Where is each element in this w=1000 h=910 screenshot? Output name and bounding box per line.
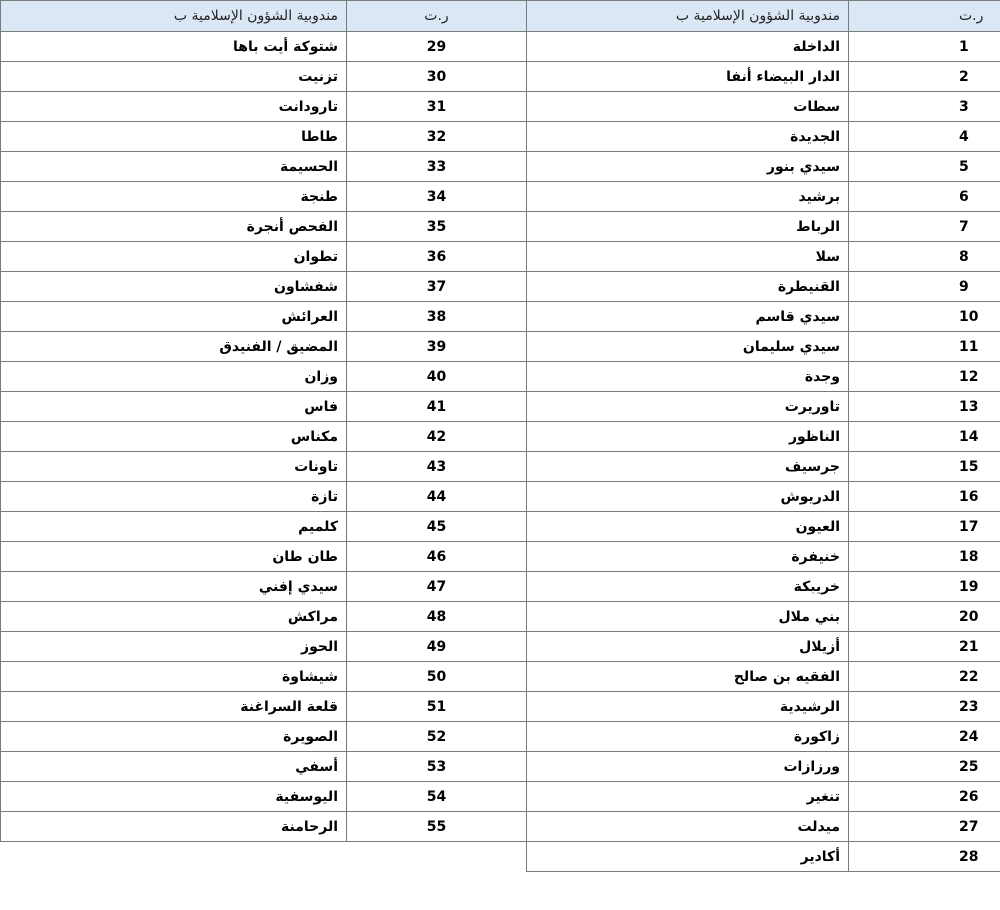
delegation-name-cell: الحوز — [1, 632, 347, 662]
table-row — [1, 812, 527, 842]
row-number-cell: 28 — [849, 842, 1000, 872]
row-number-cell: 18 — [849, 542, 1000, 572]
table-left-body — [1, 1, 527, 842]
table-row — [527, 842, 1000, 872]
row-number-cell: 27 — [849, 812, 1000, 842]
row-number-cell: 37 — [347, 272, 527, 302]
row-number-cell: 23 — [849, 692, 1000, 722]
row-number-cell: 3 — [849, 92, 1000, 122]
delegation-name-cell: شيشاوة — [1, 662, 347, 692]
delegation-name-cell: فاس — [1, 392, 347, 422]
delegation-name-cell: طان طان — [1, 542, 347, 572]
row-number-cell: 51 — [347, 692, 527, 722]
delegation-name-cell: العرائش — [1, 302, 347, 332]
delegation-name-cell: طاطا — [1, 122, 347, 152]
table-row — [1, 662, 527, 692]
delegation-name-cell: الصويرة — [1, 722, 347, 752]
row-number-cell: 41 — [347, 392, 527, 422]
delegation-name-cell: سطات — [527, 92, 849, 122]
table-row — [527, 332, 1000, 362]
header-num-cell: ر.ت — [849, 1, 1000, 32]
delegation-name-cell: تاوريرت — [527, 392, 849, 422]
delegation-name-cell: تارودانت — [1, 92, 347, 122]
row-number-cell: 55 — [347, 812, 527, 842]
delegation-name-cell: المضيق / الفنيدق — [1, 332, 347, 362]
delegation-name-cell: سيدي سليمان — [527, 332, 849, 362]
delegation-name-cell: الداخلة — [527, 32, 849, 62]
table-row — [527, 512, 1000, 542]
row-number-cell: 24 — [849, 722, 1000, 752]
row-number-cell: 25 — [849, 752, 1000, 782]
row-number-cell: 26 — [849, 782, 1000, 812]
row-number-cell: 10 — [849, 302, 1000, 332]
table-row — [527, 632, 1000, 662]
table-row — [1, 782, 527, 812]
row-number-cell: 33 — [347, 152, 527, 182]
row-number-cell: 48 — [347, 602, 527, 632]
table-row — [1, 392, 527, 422]
table-row — [1, 692, 527, 722]
row-number-cell: 13 — [849, 392, 1000, 422]
delegation-name-cell: جرسيف — [527, 452, 849, 482]
table-row — [527, 92, 1000, 122]
delegation-name-cell: مراكش — [1, 602, 347, 632]
table-row — [1, 272, 527, 302]
row-number-cell: 38 — [347, 302, 527, 332]
delegation-name-cell: خنيفرة — [527, 542, 849, 572]
row-number-cell: 50 — [347, 662, 527, 692]
table-row — [1, 242, 527, 272]
delegation-name-cell: سيدي بنور — [527, 152, 849, 182]
delegation-name-cell: تاونات — [1, 452, 347, 482]
row-number-cell: 7 — [849, 212, 1000, 242]
row-number-cell: 52 — [347, 722, 527, 752]
delegation-name-cell: الدريوش — [527, 482, 849, 512]
header-name-cell: مندوبية الشؤون الإسلامية ب — [527, 1, 849, 32]
row-number-cell: 11 — [849, 332, 1000, 362]
delegations-table-left — [0, 0, 527, 842]
row-number-cell: 6 — [849, 182, 1000, 212]
row-number-cell: 15 — [849, 452, 1000, 482]
row-number-cell: 40 — [347, 362, 527, 392]
row-number-cell: 54 — [347, 782, 527, 812]
delegation-name-cell: شفشاون — [1, 272, 347, 302]
table-row — [527, 602, 1000, 632]
table-row — [527, 62, 1000, 92]
table-row — [527, 782, 1000, 812]
table-row — [1, 752, 527, 782]
table-row — [527, 362, 1000, 392]
row-number-cell: 39 — [347, 332, 527, 362]
delegation-name-cell: تطوان — [1, 242, 347, 272]
table-header-row — [1, 1, 527, 32]
row-number-cell: 17 — [849, 512, 1000, 542]
delegation-name-cell: الجديدة — [527, 122, 849, 152]
table-row — [527, 152, 1000, 182]
table-row — [1, 332, 527, 362]
table-row — [527, 302, 1000, 332]
delegation-name-cell: الفقيه بن صالح — [527, 662, 849, 692]
table-row — [527, 212, 1000, 242]
table-row — [1, 572, 527, 602]
table-row — [527, 32, 1000, 62]
row-number-cell: 30 — [347, 62, 527, 92]
table-row — [527, 572, 1000, 602]
table-row — [527, 422, 1000, 452]
delegation-name-cell: الدار البيضاء أنفا — [527, 62, 849, 92]
delegation-name-cell: سيدي قاسم — [527, 302, 849, 332]
delegation-name-cell: وجدة — [527, 362, 849, 392]
table-row — [527, 182, 1000, 212]
delegation-name-cell: طنجة — [1, 182, 347, 212]
table-row — [527, 692, 1000, 722]
delegation-name-cell: زاكورة — [527, 722, 849, 752]
delegation-name-cell: تزنيت — [1, 62, 347, 92]
row-number-cell: 47 — [347, 572, 527, 602]
delegation-name-cell: أسفي — [1, 752, 347, 782]
table-header-row — [527, 1, 1000, 32]
delegation-name-cell: الفحص أنجرة — [1, 212, 347, 242]
delegation-name-cell: سيدي إفني — [1, 572, 347, 602]
row-number-cell: 4 — [849, 122, 1000, 152]
table-row — [527, 272, 1000, 302]
row-number-cell: 49 — [347, 632, 527, 662]
row-number-cell: 45 — [347, 512, 527, 542]
delegation-name-cell: الرحامنة — [1, 812, 347, 842]
delegation-name-cell: خريبكة — [527, 572, 849, 602]
row-number-cell: 46 — [347, 542, 527, 572]
row-number-cell: 29 — [347, 32, 527, 62]
row-number-cell: 16 — [849, 482, 1000, 512]
table-row — [1, 362, 527, 392]
row-number-cell: 42 — [347, 422, 527, 452]
row-number-cell: 31 — [347, 92, 527, 122]
table-row — [1, 632, 527, 662]
delegation-name-cell: اليوسفية — [1, 782, 347, 812]
table-row — [527, 392, 1000, 422]
delegation-name-cell: شتوكة أيت باها — [1, 32, 347, 62]
row-number-cell: 35 — [347, 212, 527, 242]
delegation-name-cell: القنيطرة — [527, 272, 849, 302]
delegation-name-cell: تنغير — [527, 782, 849, 812]
table-row — [1, 602, 527, 632]
row-number-cell: 44 — [347, 482, 527, 512]
row-number-cell: 36 — [347, 242, 527, 272]
row-number-cell: 5 — [849, 152, 1000, 182]
table-row — [1, 452, 527, 482]
row-number-cell: 19 — [849, 572, 1000, 602]
row-number-cell: 14 — [849, 422, 1000, 452]
table-row — [1, 212, 527, 242]
table-row — [1, 32, 527, 62]
table-row — [1, 542, 527, 572]
row-number-cell: 20 — [849, 602, 1000, 632]
row-number-cell: 1 — [849, 32, 1000, 62]
table-row — [1, 152, 527, 182]
header-name-cell: مندوبية الشؤون الإسلامية ب — [1, 1, 347, 32]
delegation-name-cell: ميدلت — [527, 812, 849, 842]
table-row — [1, 722, 527, 752]
delegation-name-cell: مكناس — [1, 422, 347, 452]
table-row — [527, 122, 1000, 152]
row-number-cell: 53 — [347, 752, 527, 782]
delegation-name-cell: الحسيمة — [1, 152, 347, 182]
row-number-cell: 22 — [849, 662, 1000, 692]
row-number-cell: 8 — [849, 242, 1000, 272]
table-row — [1, 62, 527, 92]
table-row — [527, 242, 1000, 272]
row-number-cell: 34 — [347, 182, 527, 212]
table-row — [1, 512, 527, 542]
table-row — [1, 182, 527, 212]
table-row — [527, 542, 1000, 572]
delegation-name-cell: أزيلال — [527, 632, 849, 662]
table-row — [527, 752, 1000, 782]
row-number-cell: 43 — [347, 452, 527, 482]
table-row — [527, 482, 1000, 512]
row-number-cell: 32 — [347, 122, 527, 152]
table-row — [527, 662, 1000, 692]
table-row — [1, 422, 527, 452]
row-number-cell: 2 — [849, 62, 1000, 92]
delegation-name-cell: بني ملال — [527, 602, 849, 632]
delegation-name-cell: قلعة السراغنة — [1, 692, 347, 722]
delegation-name-cell: تازة — [1, 482, 347, 512]
delegation-name-cell: ورزازات — [527, 752, 849, 782]
table-row — [527, 812, 1000, 842]
delegation-name-cell: أكادير — [527, 842, 849, 872]
delegation-name-cell: وزان — [1, 362, 347, 392]
table-row — [1, 92, 527, 122]
delegations-table-right — [526, 0, 1000, 872]
table-row — [1, 122, 527, 152]
row-number-cell: 12 — [849, 362, 1000, 392]
delegation-name-cell: العيون — [527, 512, 849, 542]
row-number-cell: 21 — [849, 632, 1000, 662]
delegation-name-cell: سلا — [527, 242, 849, 272]
table-row — [1, 302, 527, 332]
row-number-cell: 9 — [849, 272, 1000, 302]
delegation-name-cell: كلميم — [1, 512, 347, 542]
delegation-name-cell: الرباط — [527, 212, 849, 242]
delegation-name-cell: الناظور — [527, 422, 849, 452]
table-row — [527, 452, 1000, 482]
header-num-cell: ر.ت — [347, 1, 527, 32]
delegation-name-cell: برشيد — [527, 182, 849, 212]
delegation-name-cell: الرشيدية — [527, 692, 849, 722]
table-row — [1, 482, 527, 512]
table-row — [527, 722, 1000, 752]
table-right-body — [527, 1, 1000, 872]
